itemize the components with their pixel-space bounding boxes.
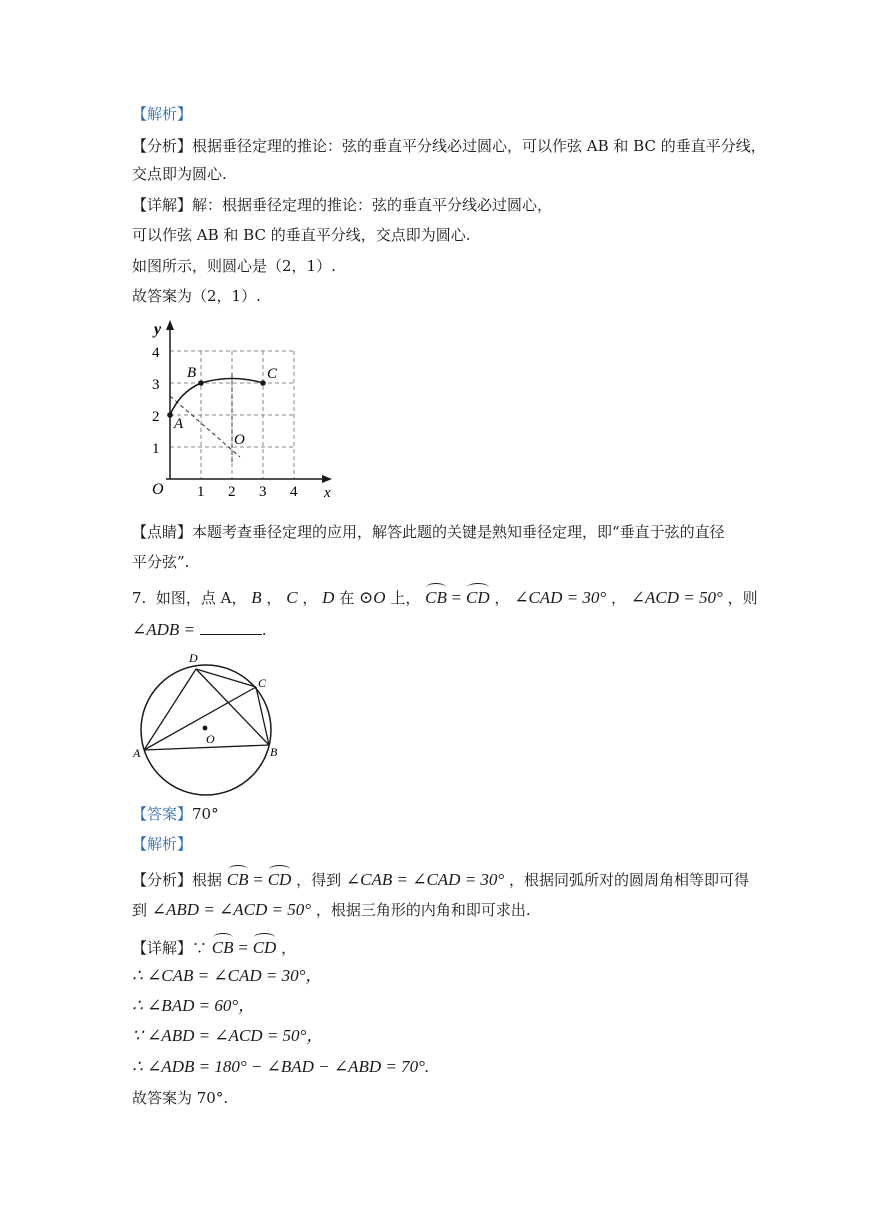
circle-figure	[128, 648, 288, 798]
q7-text-shang: 上，	[390, 589, 421, 607]
origin-label: O	[152, 481, 164, 498]
analysis-line-2: 交点即为圆心.	[132, 165, 227, 183]
q7-text-on: 在	[339, 589, 355, 607]
q7-eq: =	[451, 588, 462, 607]
label-o: O	[206, 732, 215, 746]
jiexi-tag: 【解析】	[132, 105, 193, 123]
q7-angle-cad: ∠CAD = 30°	[514, 588, 607, 607]
q7-number: 7.	[132, 589, 147, 607]
q7-text-1: 如图，点 A，	[155, 589, 247, 607]
solution-xiangjie-comma: ，	[281, 939, 297, 957]
solution-analysis-line-1	[132, 866, 749, 890]
label-d: D	[189, 651, 198, 665]
label-o: O	[234, 432, 245, 448]
x-axis-label: x	[324, 485, 331, 501]
label-b: B	[187, 365, 197, 381]
remark-line-1: 【点睛】本题考查垂径定理的应用，解答此题的关键是熟知垂径定理，即“垂直于弦的直径	[132, 523, 725, 541]
y-tick-3: 3	[152, 377, 160, 393]
solution-xiangjie-eq: =	[238, 938, 248, 957]
q7-text-ze: ，则	[727, 589, 758, 607]
q7-sep-4: ，	[611, 589, 627, 607]
point-a-dot	[167, 412, 173, 418]
arc-abc	[170, 379, 263, 416]
y-tick-1: 1	[152, 441, 160, 457]
label-c: C	[258, 676, 267, 690]
solution-fenxi-after: ，根据同弧所对的圆周角相等即可得	[509, 871, 750, 889]
q7-sep-2: ，	[302, 589, 318, 607]
detail-line-1: 【详解】解：根据垂径定理的推论：弦的垂直平分线必过圆心，	[132, 196, 553, 214]
x-tick-3: 3	[259, 484, 267, 500]
solution-fenxi-tag: 【分析】根据	[132, 871, 223, 889]
y-tick-2: 2	[152, 409, 160, 425]
answer-value: 70°	[192, 805, 219, 823]
solution-fenxi-2-post: ，根据三角形的内角和即可求出.	[315, 901, 531, 919]
q7-point-c: C	[286, 588, 298, 607]
solution-final: 故答案为 70°.	[132, 1089, 229, 1107]
segment-ac	[144, 687, 256, 750]
q7-period: .	[261, 621, 267, 639]
label-a: A	[133, 746, 141, 760]
solution-fenxi-mid: ，得到	[296, 871, 342, 889]
solution-step-4: ∴ ∠ADB = 180° − ∠BAD − ∠ABD = 70°.	[132, 1057, 430, 1076]
x-axis-arrow	[322, 475, 332, 483]
center-dot	[203, 726, 208, 731]
q7-sep-1: ，	[266, 589, 282, 607]
label-b: B	[270, 745, 278, 759]
q7-point-b: B	[251, 588, 262, 607]
detail-line-4: 故答案为（2，1）.	[132, 287, 261, 305]
solution-arc-cd: CD	[268, 866, 292, 890]
q7-angle-acd: ∠ACD = 50°	[630, 588, 723, 607]
detail-line-2: 可以作弦 AB 和 BC 的垂直平分线，交点即为圆心.	[132, 226, 471, 244]
q7-sep-3: ，	[494, 589, 510, 607]
y-axis-label: y	[154, 321, 162, 338]
solution-arc-cb: CB	[227, 866, 249, 890]
solution-step-3: ∵ ∠ABD = ∠ACD = 50°，	[132, 1026, 324, 1045]
label-a: A	[174, 416, 184, 432]
point-c-dot	[260, 380, 266, 386]
solution-analysis-line-2	[132, 900, 531, 920]
solution-xiangjie-arc-cd: CD	[253, 934, 277, 958]
solution-eq: =	[253, 870, 263, 889]
segment-cb	[256, 687, 269, 745]
q7-circle-o: ⊙O	[359, 588, 386, 607]
analysis-line-1: 【分析】根据垂径定理的推论：弦的垂直平分线必过圆心，可以作弦 AB 和 BC 的垂直平分线，	[132, 137, 766, 155]
answer-blank[interactable]	[200, 620, 262, 635]
point-b-dot	[198, 380, 204, 386]
solution-jiexi-tag: 【解析】	[132, 835, 193, 853]
x-tick-2: 2	[228, 484, 236, 500]
q7-arc-cd: CD	[466, 584, 490, 608]
x-tick-1: 1	[197, 484, 205, 500]
q7-stem-line-1	[132, 584, 758, 608]
answer-line	[132, 804, 219, 824]
solution-fenxi-2-pre: 到	[132, 901, 148, 919]
y-axis-arrow	[166, 320, 174, 330]
solution-fenxi-math-2: ∠ABD = ∠ACD = 50°	[151, 900, 312, 919]
remark-line-2: 平分弦”.	[132, 553, 190, 571]
q7-stem-line-2	[132, 620, 267, 640]
coordinate-grid-figure	[140, 314, 350, 504]
y-tick-4: 4	[152, 345, 160, 361]
solution-xiangjie-tag: 【详解】∵	[132, 939, 208, 957]
segment-ad	[144, 669, 196, 750]
solution-step-1: ∴ ∠CAB = ∠CAD = 30°，	[132, 966, 323, 985]
solution-xiangjie-arc-cb: CB	[212, 934, 234, 958]
solution-step-2: ∴ ∠BAD = 60°，	[132, 996, 256, 1015]
solution-fenxi-math-1: ∠CAB = ∠CAD = 30°	[345, 870, 505, 889]
detail-line-3: 如图所示，则圆心是（2，1）.	[132, 257, 336, 275]
x-tick-4: 4	[290, 484, 298, 500]
solution-detail-line	[132, 934, 296, 958]
label-c: C	[267, 366, 278, 382]
answer-tag: 【答案】	[132, 805, 193, 823]
q7-arc-cb: CB	[425, 584, 447, 608]
q7-angle-adb: ∠ADB =	[132, 620, 196, 639]
q7-point-d: D	[322, 588, 335, 607]
